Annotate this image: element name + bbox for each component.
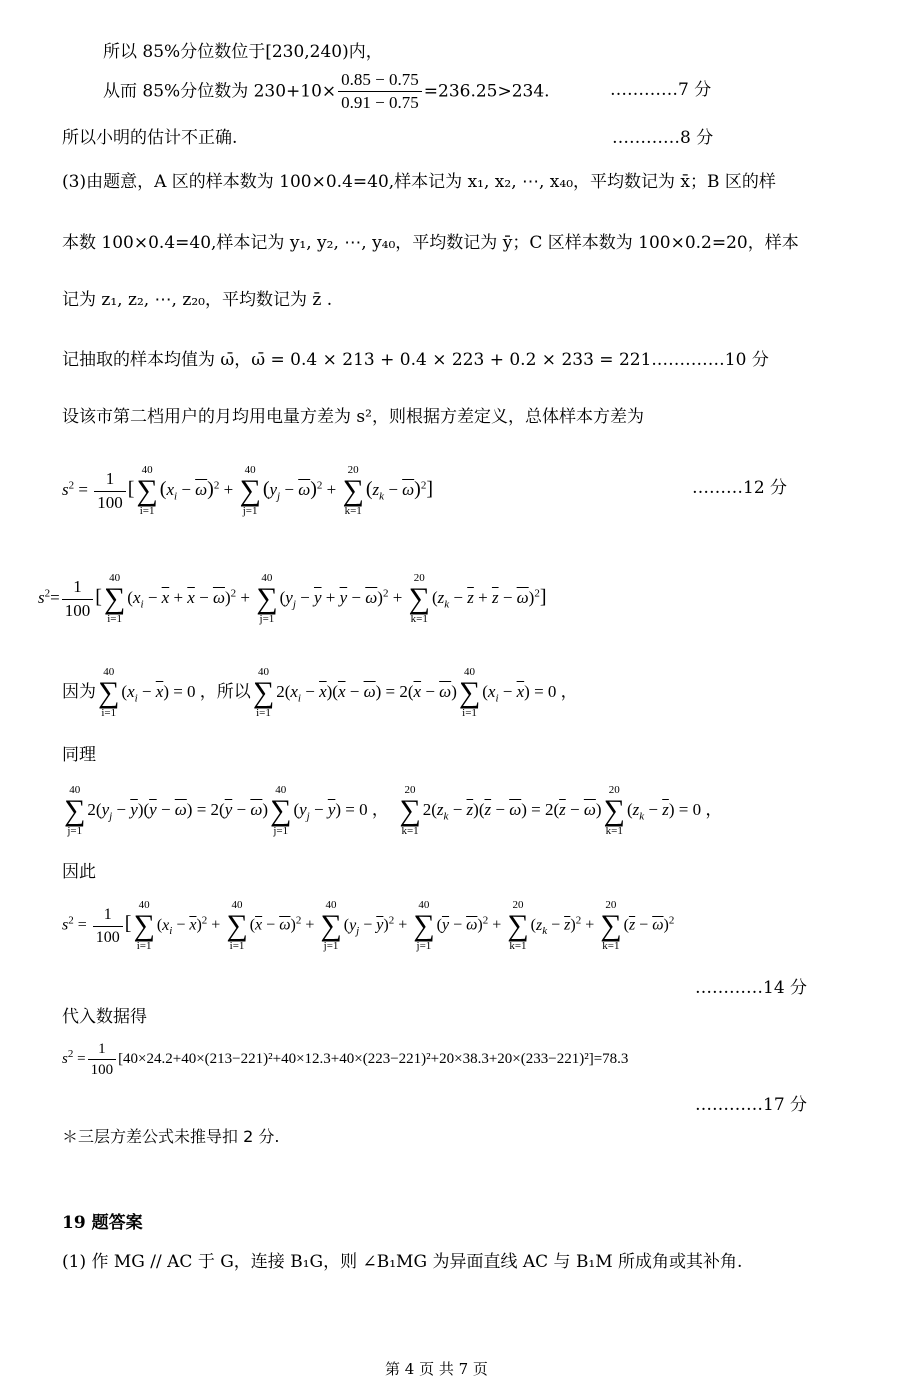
formula-variance-3: $s^2$ = $\frac{1}{100}$ [ 40 ∑ i=1 $(x_i - \overline{x})^2$ + 40 ∑ i=1 $(\overline{x} - \overline{\omega})^2$ + 40 ∑ j=1 $(y_j - \overline{y})^2$ + 40 ∑ j=1 $(\overline{y} - \overline{\omega})^2$ + 20 ∑ k=1 $(z_k - \overline{z})^2$ + 20 ∑ k=1 $(\overline{z} - \overline{\omega})^2$: [62, 899, 675, 952]
fraction-85: [338, 70, 422, 114]
text-line-6: 记为 z₁, z₂, ⋯, z₂₀，平均数记为 z̄ .: [62, 290, 333, 310]
text-yinci: 因此: [62, 862, 96, 882]
line2-prefix: 从而 85%分位数为 230+10×: [103, 81, 337, 102]
score-7: …………7 分: [610, 80, 712, 100]
text-line-2: [103, 70, 550, 114]
text-dairu: 代入数据得: [62, 1007, 147, 1027]
score-8: …………8 分: [612, 128, 714, 148]
fraction-denominator: 0.91 − 0.75: [341, 93, 419, 113]
score-17: …………17 分: [695, 1095, 808, 1115]
formula-variance-2: $s^2=$ $\frac{1}{100}$ [ 40 ∑ i=1 $(x_i - \overline{x} + \overline{x} - \overline{\omega})^2$ + 40 ∑ j=1 $(y_j - \overline{y} + \overline{y} - \overline{\omega})^2$ + 20 ∑ k=1 $(z_k - \overline{z} + \overline{z} - \overline{\omega})^2$]: [38, 572, 547, 625]
note-deduction: ＊三层方差公式未推导扣 2 分.: [62, 1127, 280, 1146]
page-footer: 第 4 页 共 7 页: [385, 1360, 488, 1378]
formula-substituted-body: [40×24.2+40×(213−221)²+40×12.3+40×(223−221)²+20×38.3+20×(233−221)²]=78.3: [118, 1050, 629, 1067]
text-line-4: (3)由题意，A 区的样本数为 100×0.4=40,样本记为 x₁, x₂, ⋯, x₄₀，平均数记为 x̄；B 区的样: [62, 172, 776, 192]
text-line-8: 设该市第二档用户的月均用电量方差为 s²，则根据方差定义，总体样本方差为: [62, 407, 644, 427]
formula-variance-1: $s^2$ = $\frac{1}{100}$ [ 40 ∑ i=1 $(x_i - \overline{\omega})^2$ + 40 ∑ j=1 $(y_j - \overline{\omega})^2$ + 20 ∑ k=1 $(z_k - \overline{\omega})^2$]: [62, 464, 434, 517]
fraction-numerator: 0.85 − 0.75: [338, 70, 422, 92]
formula-because: 因为 40 ∑ i=1 $(x_i - \overline{x}) = 0$ ，所以 40 ∑ i=1 $2(x_i - \overline{x})(\overline{x} - \overline{\omega}) = 2(\overline{x} - \overline{\omega})$ 40 ∑ i=1 $(x_i - \overline{x}) = 0$ ，: [62, 666, 578, 719]
line2-result: =236.25>234.: [423, 81, 550, 102]
formula-similarly: 40 ∑ j=1 $2(y_j - \overline{y})(\overline{y} - \overline{\omega}) = 2(\overline{y} - \overline{\omega})$ 40 ∑ j=1 $(y_j - \overline{y}) = 0$ ， 20 ∑ k=1 $2(z_k - \overline{z})(\overline{z} - \overline{\omega}) = 2(\overline{z} - \overline{\omega})$ 20 ∑ k=1 $(z_k - \overline{z}) = 0$ ，: [64, 784, 723, 837]
formula-substituted: $s^2$ = $\frac{1}{100}$ [40×24.2+40×(213−221)²+40×12.3+40×(223−221)²+20×38.3+20×(233−221)²]=78.3: [62, 1041, 629, 1078]
score-14: …………14 分: [695, 978, 808, 998]
q19-title: 19 题答案: [62, 1213, 143, 1233]
text-line-7: 记抽取的样本均值为 ω̄，ω̄ = 0.4 × 213 + 0.4 × 223 + 0.2 × 233 = 221.…………10 分: [62, 350, 769, 370]
text-tongli: 同理: [62, 745, 96, 765]
text-line-5: 本数 100×0.4=40,样本记为 y₁, y₂, ⋯, y₄₀，平均数记为 ȳ；C 区样本数为 100×0.2=20，样本: [62, 233, 799, 253]
score-12: ………12 分: [692, 478, 788, 498]
text-line-1: 所以 85%分位数位于[230,240)内，: [103, 42, 383, 62]
q19-line-1: (1) 作 MG // AC 于 G，连接 B₁G，则 ∠B₁MG 为异面直线 AC 与 B₁M 所成角或其补角.: [62, 1252, 743, 1272]
text-line-3: 所以小明的估计不正确.: [62, 128, 238, 148]
